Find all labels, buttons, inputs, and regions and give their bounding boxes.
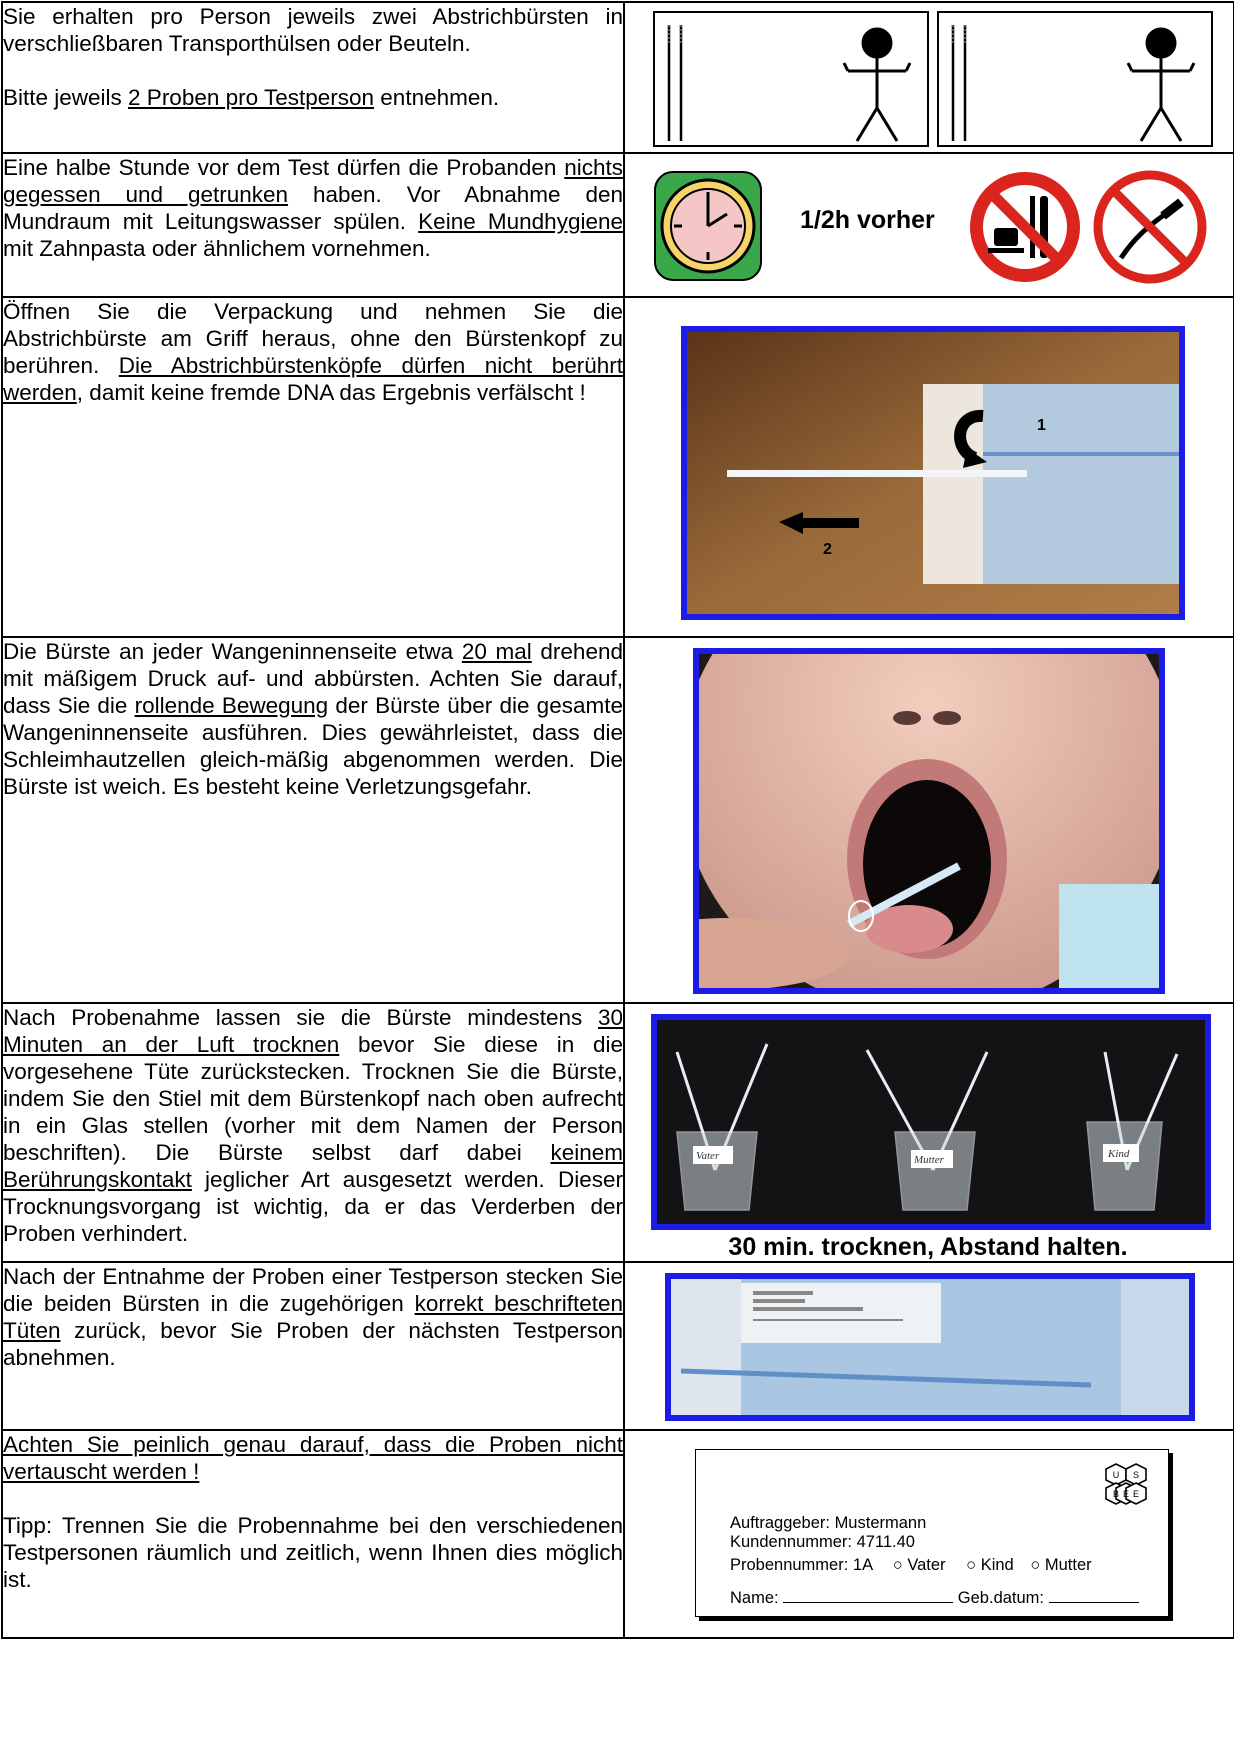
instruction-table <box>1 1 1234 1639</box>
text-run: Nach der Entnahme der Proben einer Testperson stecken Sie die beiden Bürsten in die zugehörigen <box>3 1264 623 1316</box>
paragraph <box>3 1004 623 1247</box>
sample-label-card <box>695 1449 1169 1617</box>
dob-field[interactable] <box>1049 1588 1139 1603</box>
paragraph <box>3 154 623 262</box>
row-5-text <box>2 1003 624 1262</box>
step-2-label: 2 <box>823 541 832 558</box>
paragraph <box>3 638 623 800</box>
paragraph <box>3 1263 623 1371</box>
text-run: Sie erhalten pro Person jeweils zwei Abstrichbürsten in verschließbaren Transporthülsen oder Beuteln. <box>3 4 623 56</box>
text-run: zurück, bevor Sie Proben der nächsten Testperson abnehmen. <box>3 1318 623 1370</box>
emphasis-text: Die Abstrichbürstenköpfe dürfen nicht berührt werden <box>3 353 623 405</box>
open-package-photo <box>681 326 1185 620</box>
emphasis-text: rollende Bewegung <box>134 693 329 718</box>
text-run: Die Bürste an jeder Wangeninnenseite etwa <box>3 639 462 664</box>
row-5 <box>2 1003 1234 1262</box>
row-6-image <box>624 1262 1234 1430</box>
drying-glasses-illustration <box>657 1020 1205 1224</box>
text-run: , damit keine fremde DNA das Ergebnis verfälscht ! <box>76 380 586 405</box>
brush-equation-panel-left <box>653 11 929 147</box>
labeled-bag-photo <box>665 1273 1195 1421</box>
row-6 <box>2 1262 1234 1430</box>
brush-pair-icon <box>939 13 1211 145</box>
emphasis-text: 30 Minuten an der Luft trocknen <box>3 1005 623 1057</box>
svg-text:B: B <box>1112 1489 1120 1499</box>
mouth-swab-photo <box>693 648 1165 994</box>
paragraph <box>3 298 623 406</box>
option-kind[interactable]: ○ Kind <box>966 1556 1014 1574</box>
text-run: Nach Probenahme lassen sie die Bürste mindestens <box>3 1005 598 1030</box>
emphasis-text: nichts gegessen und getrunken <box>3 155 623 207</box>
name-field[interactable] <box>783 1588 953 1603</box>
customer-number-line: Kundennummer: 4711.40 <box>730 1533 915 1551</box>
row-4-text <box>2 637 624 1003</box>
dob-label: Geb.datum: <box>957 1589 1045 1607</box>
text-run: Eine halbe Stunde vor dem Test dürfen die Probanden <box>3 155 565 180</box>
no-toothbrush-icon <box>1093 170 1207 284</box>
name-label: Name: <box>730 1589 779 1607</box>
package-illustration <box>687 332 1179 614</box>
drying-glasses-photo <box>651 1014 1211 1230</box>
text-run: Bitte jeweils <box>3 85 129 110</box>
sample-number: Probennummer: 1A <box>730 1556 873 1574</box>
row-2-text <box>2 153 624 297</box>
mouth-swab-illustration <box>699 654 1159 988</box>
option-mutter[interactable]: ○ Mutter <box>1030 1556 1092 1574</box>
emphasis-text: keinem Berührungskontakt <box>3 1140 623 1192</box>
text-run: mit Zahnpasta oder ähnlichem vornehmen. <box>3 236 431 261</box>
half-hour-caption: 1/2h vorher <box>800 206 935 234</box>
paragraph <box>3 84 623 111</box>
svg-text:E: E <box>1122 1489 1130 1499</box>
glass-label-mutter: Mutter <box>914 1154 944 1166</box>
sample-number-row <box>730 1556 1092 1575</box>
row-7-text <box>2 1430 624 1638</box>
paragraph <box>3 1431 623 1485</box>
text-run: drehend mit mäßigem Druck auf- und abbürsten. Achten Sie darauf, dass Sie die <box>3 639 623 718</box>
svg-text:S: S <box>1132 1470 1140 1480</box>
emphasis-text: Keine Mundhygiene <box>418 209 623 234</box>
row-4-image <box>624 637 1234 1003</box>
brush-stick <box>727 470 1027 477</box>
text-run: entnehmen. <box>374 85 500 110</box>
row-6-text <box>2 1262 624 1430</box>
labeled-bag-illustration <box>671 1279 1189 1415</box>
text-run: jeglicher Art ausgesetzt werden. Dieser Trocknungsvorgang ist wichtig, da er das Verderben der Proben verhindert. <box>3 1167 623 1246</box>
row-1-text <box>2 2 624 153</box>
card-text-block <box>730 1514 926 1552</box>
client-line: Auftraggeber: Mustermann <box>730 1514 927 1532</box>
glass-label-vater: Vater <box>696 1150 720 1162</box>
text-run: haben. Vor Abnahme den Mundraum mit Leitungswasser spülen. <box>3 182 623 234</box>
row-3-image <box>624 297 1234 637</box>
text-run: Öffnen Sie die Verpackung und nehmen Sie die Abstrichbürste am Griff heraus, ohne den Bürstenkopf zu berühren. <box>3 299 623 378</box>
row-1-image <box>624 2 1234 153</box>
row-3-text <box>2 297 624 637</box>
row-2 <box>2 153 1234 297</box>
row-7-image <box>624 1430 1234 1638</box>
emphasis-text: 20 mal <box>461 639 532 664</box>
text-run: bevor Sie diese in die vorgesehene Tüte zurückstecken. Trocknen Sie die Bürste, indem Sie den Stiel mit dem Bürstenkopf nach oben aufrecht in ein Glas stellen (vorher mit dem Namen der Person beschriften). Die Bürste selbst darf dabei <box>3 1032 623 1165</box>
name-row <box>730 1588 1139 1608</box>
row-1 <box>2 2 1234 153</box>
svg-text:E: E <box>1132 1489 1140 1499</box>
paragraph <box>3 1512 623 1593</box>
no-eating-icon <box>968 170 1082 284</box>
drying-caption: 30 min. trocknen, Abstand halten. <box>728 1233 1128 1261</box>
row-5-image <box>624 1003 1234 1262</box>
text-run: Tipp: Trennen Sie die Probennahme bei den verschiedenen Testpersonen räumlich und zeitlich, wenn Ihnen dies möglich ist. <box>3 1513 623 1592</box>
emphasis-text: Achten Sie peinlich genau darauf, dass die Proben nicht vertauscht werden ! <box>3 1432 623 1484</box>
paragraph <box>3 3 623 57</box>
step-1-label: 1 <box>1037 417 1046 434</box>
usbee-logo <box>1100 1462 1152 1506</box>
row-4 <box>2 637 1234 1003</box>
stick-figure-icon <box>844 29 910 141</box>
row-2-image <box>624 153 1234 297</box>
brush-pair-icon <box>655 13 927 145</box>
emphasis-text: korrekt beschrifteten Tüten <box>3 1291 624 1343</box>
row-3 <box>2 297 1234 637</box>
glass-label-kind: Kind <box>1108 1148 1130 1160</box>
brush-equation-panel-right <box>937 11 1213 147</box>
svg-text:U: U <box>1112 1470 1120 1480</box>
stick-figure-icon <box>1128 29 1194 141</box>
text-run: der Bürste über die gesamte Wangeninnenseite ausführen. Dies gewährleistet, dass die Schleimhautzellen gleich-mäßig abgenommen werden. Die Bürste ist weich. Es besteht keine Verletzungsgefahr. <box>3 693 623 799</box>
clock-icon <box>653 170 763 282</box>
emphasis-text: 2 Proben pro Testperson <box>128 85 375 110</box>
option-vater[interactable]: ○ Vater <box>892 1556 946 1574</box>
row-7 <box>2 1430 1234 1638</box>
